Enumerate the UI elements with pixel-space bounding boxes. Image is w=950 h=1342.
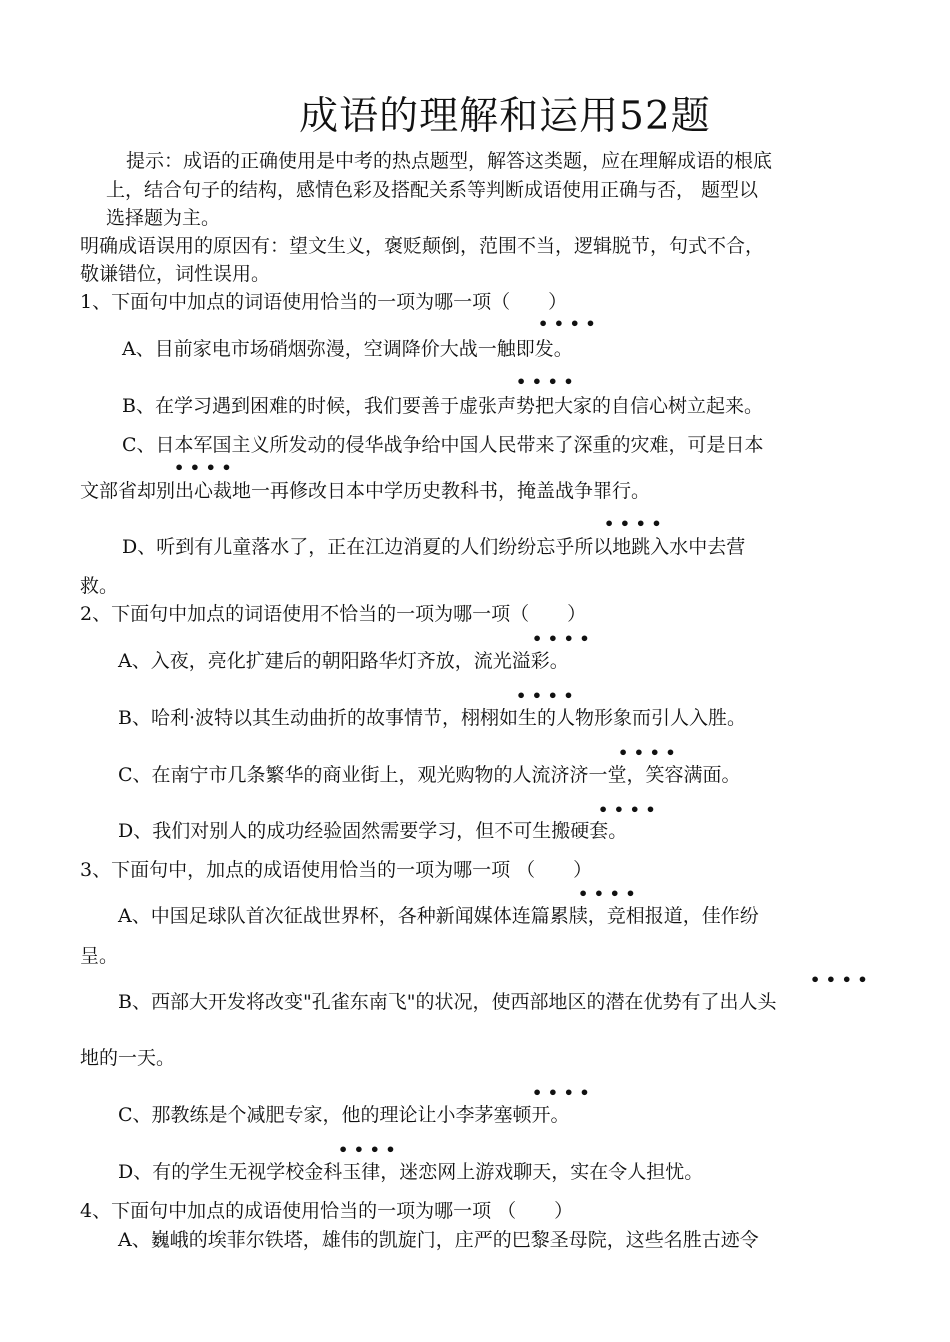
q1-option-b: B、在学习遇到困难的时候，我们要善于虚张声势把大家的自信心树立起来。	[122, 395, 763, 417]
q3-b-emphasis-dots: • • • •	[810, 970, 868, 989]
page-title: 成语的理解和运用52题	[299, 94, 711, 139]
q3-option-a-line-2: 呈。	[80, 945, 119, 967]
q3-option-b-line-1: B、西部大开发将改变"孔雀东南飞"的状况，使西部地区的潜在优势有了出人头	[118, 991, 777, 1013]
q4-stem: 4、下面句中加点的成语使用恰当的一项为哪一项 （ ）	[80, 1200, 574, 1222]
q2-option-a: A、入夜，亮化扩建后的朝阳路华灯齐放，流光溢彩。	[118, 650, 569, 672]
q1-c-emphasis-dots: • • • •	[174, 458, 232, 477]
q2-d-emphasis-dots: • • • •	[598, 800, 656, 819]
q1-option-c-line-2: 文部省却别出心裁地一再修改日本中学历史教科书，掩盖战争罪行。	[80, 480, 651, 502]
q3-option-c: C、那教练是个减肥专家，他的理论让小李茅塞顿开。	[118, 1104, 570, 1126]
q2-option-d: D、我们对别人的成功经验固然需要学习，但不可生搬硬套。	[118, 820, 628, 842]
q1-d-emphasis-dots: • • • •	[604, 514, 662, 533]
q3-a-emphasis-dots: • • • •	[578, 884, 636, 903]
q1-option-d-line-2: 救。	[80, 575, 119, 597]
tip-line-1: 提示：成语的正确使用是中考的热点题型，解答这类题，应在理解成语的根底	[126, 150, 773, 172]
q4-option-a-line-1: A、巍峨的埃菲尔铁塔，雄伟的凯旋门，庄严的巴黎圣母院，这些名胜古迹令	[118, 1229, 759, 1251]
q3-option-b-line-2: 地的一天。	[80, 1047, 176, 1069]
tip-line-3: 选择题为主。	[106, 207, 221, 229]
q3-option-a-line-1: A、中国足球队首次征战世界杯，各种新闻媒体连篇累牍，竞相报道，佳作纷	[118, 905, 759, 927]
q3-option-d: D、有的学生无视学校金科玉律，迷恋网上游戏聊天，实在令人担忧。	[118, 1161, 704, 1183]
q1-option-c-line-1: C、日本军国主义所发动的侵华战争给中国人民带来了深重的灾难，可是日本	[122, 434, 764, 456]
q2-c-emphasis-dots: • • • •	[618, 743, 676, 762]
q1-option-a: A、目前家电市场硝烟弥漫，空调降价大战一触即发。	[122, 338, 573, 360]
q2-option-c: C、在南宁市几条繁华的商业街上，观光购物的人流济济一堂，笑容满面。	[118, 764, 741, 786]
q3-d-emphasis-dots: • • • •	[338, 1140, 396, 1159]
reasons-line-2: 敬谦错位，词性误用。	[80, 263, 271, 285]
q1-option-d-line-1: D、听到有儿童落水了，正在江边消夏的人们纷纷忘乎所以地跳入水中去营	[122, 536, 746, 558]
q2-stem: 2、下面句中加点的词语使用不恰当的一项为哪一项（ ）	[80, 603, 587, 625]
q2-option-b: B、哈利·波特以其生动曲折的故事情节，栩栩如生的人物形象而引人入胜。	[118, 707, 747, 729]
q3-stem: 3、下面句中，加点的成语使用恰当的一项为哪一项 （ ）	[80, 859, 593, 881]
q2-a-emphasis-dots: • • • •	[532, 629, 590, 648]
q1-a-emphasis-dots: • • • •	[538, 314, 596, 333]
reasons-line-1: 明确成语误用的原因有：望文生义，褒贬颠倒，范围不当，逻辑脱节，句式不合，	[80, 235, 765, 257]
q1-b-emphasis-dots: • • • •	[516, 372, 574, 391]
q1-stem: 1、下面句中加点的词语使用恰当的一项为哪一项（ ）	[80, 291, 568, 313]
tip-line-2: 上，结合句子的结构，感情色彩及搭配关系等判断成语使用正确与否， 题型以	[106, 179, 759, 201]
q2-b-emphasis-dots: • • • •	[516, 686, 574, 705]
q3-c-emphasis-dots: • • • •	[532, 1083, 590, 1102]
